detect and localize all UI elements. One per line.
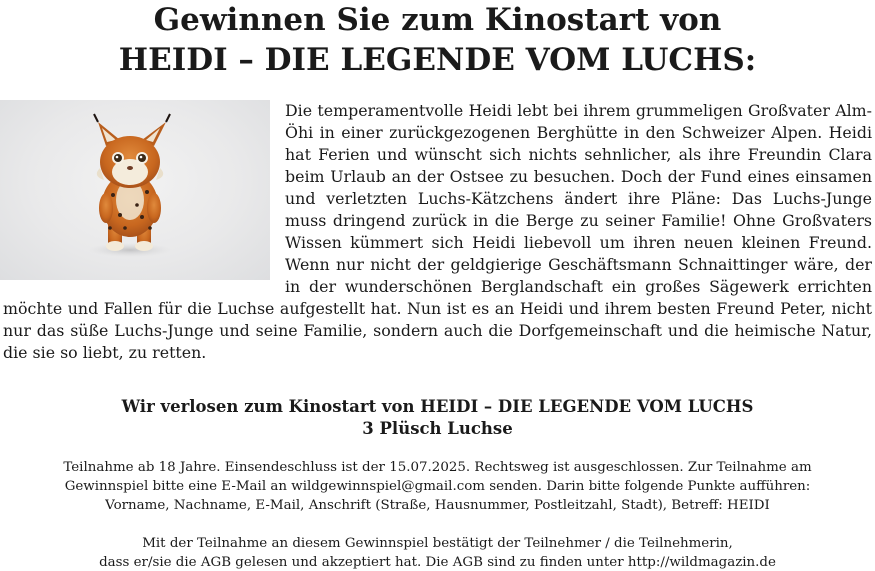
- plush-lynx-photo: [0, 100, 270, 280]
- raffle-line-1: Wir verlosen zum Kinostart von HEIDI – DIE LEGENDE VOM LUCHS: [121, 397, 754, 416]
- title-line-2: HEIDI – DIE LEGENDE VOM LUCHS:: [118, 42, 757, 78]
- page-title: [0, 0, 875, 80]
- story-paragraph: Die temperamentvolle Heidi lebt bei ihrem grummeligen Großvater Alm-Öhi in einer zurückgezogenen Berghütte in den Schweizer Alpen. Heidi hat Ferien und wünscht sich nichts sehnlicher, als ihre Freundin Clara beim Urlaub an der Ostsee zu besuchen. Doch der Fund eines einsamen und verletzten Luchs-Kätzchens ändert ihre Pläne: Das Luchs-Junge muss dringend zurück in die Berge zu seiner Familie! Ohne Großvaters Wissen kümmert sich Heidi liebevoll um ihren neuen kleinen Freund. Wenn nur nicht der geldgierige Geschäftsmann Schnaittinger wäre, der in der wunderschönen Berglandschaft ein großes Sägewerk errichten möchte und Fallen für die Luchse aufgestellt hat. Nun ist es an Heidi und ihrem besten Freund Peter, nicht nur das süße Luchs-Junge und seine Familie, sondern auch die Dorfgemeinschaft und die heimische Natur, die sie so liebt, zu retten.: [3, 101, 872, 362]
- article-body: [0, 100, 875, 364]
- raffle-prize: 3 Plüsch Luchse: [362, 419, 513, 438]
- raffle-announcement: [0, 396, 875, 440]
- plush-lynx-illustration: [0, 100, 270, 280]
- rules-line-3: Vorname, Nachname, E-Mail, Anschrift (Straße, Hausnummer, Postleitzahl, Stadt), Betreff: HEIDI: [105, 498, 770, 513]
- agb-line-2: dass er/sie die AGB gelesen und akzeptiert hat. Die AGB sind zu finden unter http://wildmagazin.de: [99, 555, 776, 570]
- rules-line-2: Gewinnspiel bitte eine E-Mail an wildgewinnspiel@gmail.com senden. Darin bitte folgende Punkte aufführen:: [64, 479, 811, 494]
- terms-notice: [0, 534, 875, 571]
- rules-line-1: Teilnahme ab 18 Jahre. Einsendeschluss ist der 15.07.2025. Rechtsweg ist ausgeschlossen. Zur Teilnahme am: [63, 460, 812, 475]
- participation-rules: [0, 458, 875, 515]
- title-line-1: Gewinnen Sie zum Kinostart von: [153, 2, 722, 38]
- agb-line-1: Mit der Teilnahme an diesem Gewinnspiel bestätigt der Teilnehmer / die Teilnehmerin,: [142, 536, 733, 551]
